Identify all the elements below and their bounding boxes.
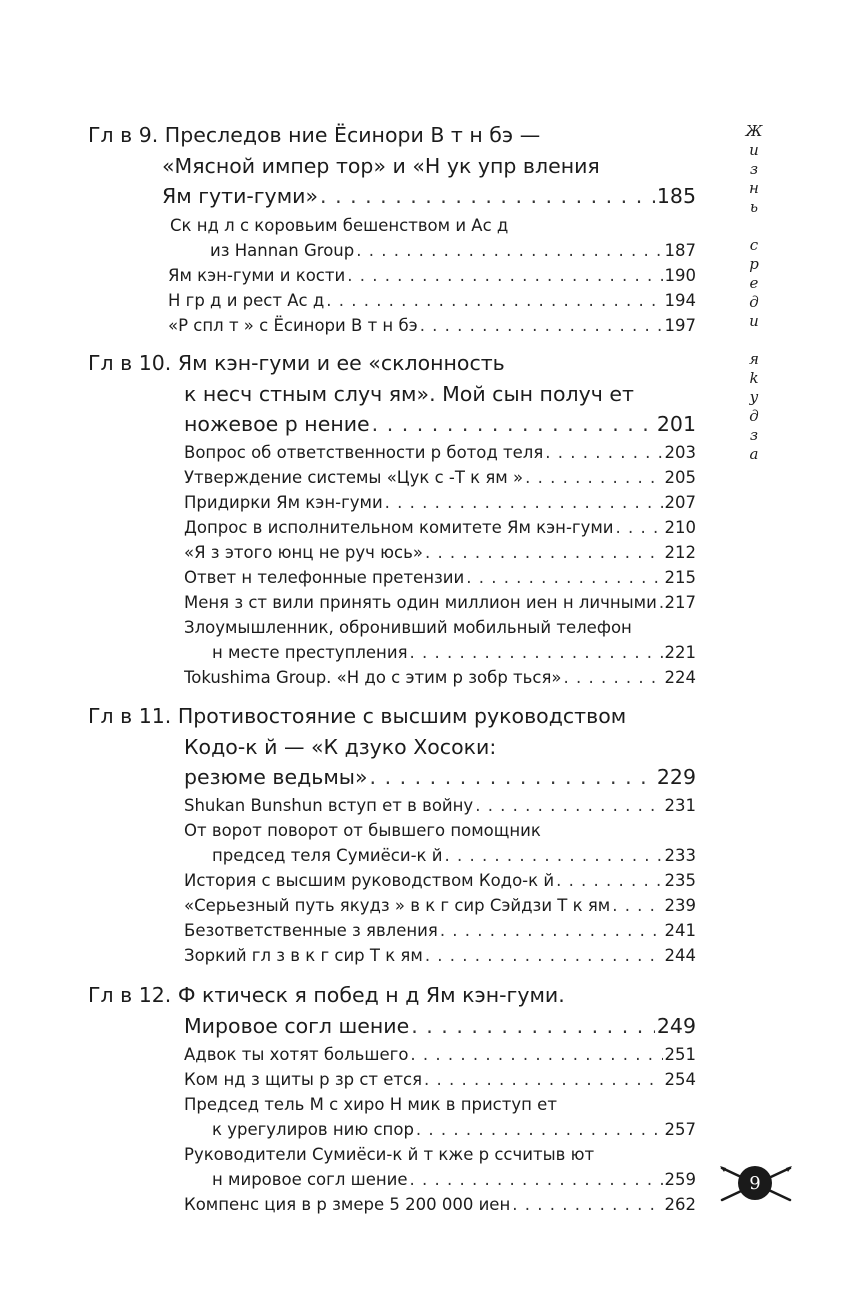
leader-dots: [440, 919, 663, 943]
chapter-12-title-line-2: Мировое согл шение . . . 249: [184, 1011, 696, 1041]
leader-dots: [425, 944, 663, 968]
leader-dots: [556, 869, 662, 893]
page-ref: 221: [664, 643, 696, 662]
leader-dots: [475, 794, 662, 818]
chapter-9-title-line-2: «Мясной импер тор» и «Н ук упр вления: [162, 154, 600, 178]
leader-dots: [410, 1043, 662, 1067]
leader-dots: [425, 541, 663, 565]
page-ref: 187: [664, 241, 696, 260]
section-line: из Hannan Group . . . 187: [210, 239, 696, 263]
section-line: Адвок ты хотят большего . . . 251: [184, 1043, 696, 1067]
leader-dots: [512, 1193, 662, 1217]
section-line: к урегулиров нию спор . . . 257: [212, 1118, 696, 1142]
leader-dots: [347, 264, 662, 288]
chapter-11-title-line-2: Кодо-к й — «К дзуко Хосоки:: [184, 735, 497, 759]
section-line: «Серьезный путь якудз » в к г сир Сэйдзи Т к ям . . . 239: [184, 894, 696, 918]
section-line: «Р спл т » с Ёсинори В т н бэ . . . 197: [168, 314, 696, 338]
leader-dots: [385, 491, 663, 515]
section-line: Вопрос об ответственности р ботод теля . . . 203: [184, 441, 696, 465]
section-line: Придирки Ям кэн-гуми . . . 207: [184, 491, 696, 515]
leader-dots: [525, 466, 662, 490]
chapter-9-title-line-3: Ям гути-гуми» . . . 185: [162, 181, 696, 211]
leader-dots: [612, 894, 662, 918]
section-line: Ответ н телефонные претензии . . . 215: [184, 566, 696, 590]
leader-dots: [320, 181, 655, 211]
leader-dots: [659, 591, 663, 615]
leader-dots: [466, 566, 662, 590]
page-ref: 217: [664, 593, 696, 612]
page-ref: 185: [656, 184, 696, 208]
section-line: Зоркий гл з в к г сир Т к ям . . . 244: [184, 944, 696, 968]
page-ref: 259: [664, 1170, 696, 1189]
chapter-10-title-line-1: Гл в 10. Ям кэн-гуми и ее «склонность: [88, 351, 505, 375]
leader-dots: [563, 666, 662, 690]
leader-dots: [424, 1068, 662, 1092]
section-line: Допрос в исполнительном комитете Ям кэн-гуми . . . 210: [184, 516, 696, 540]
leader-dots: [545, 441, 662, 465]
page-ref: 254: [664, 1070, 696, 1089]
page-ref: 207: [664, 493, 696, 512]
page-ref: 203: [664, 443, 696, 462]
chapter-11-title-line-1: Гл в 11. Противостояние с высшим руководством: [88, 704, 627, 728]
page-ref: 229: [656, 765, 696, 789]
section-line: Ком нд з щиты р зр ст ется . . . 254: [184, 1068, 696, 1092]
section-line: председ теля Сумиёси-к й . . . 233: [212, 844, 696, 868]
leader-dots: [370, 762, 655, 792]
leader-dots: [411, 1011, 655, 1041]
section-line: н месте преступления . . . 221: [212, 641, 696, 665]
section-line: Безответственные з явления . . . 241: [184, 919, 696, 943]
page-ref: 224: [664, 668, 696, 687]
page-ref: 262: [664, 1195, 696, 1214]
leader-dots: [444, 844, 662, 868]
leader-dots: [616, 516, 663, 540]
section-line: Shukan Bunshun вступ ет в войну . . . 231: [184, 794, 696, 818]
section-line: Tokushima Group. «Н до с этим р зобр ться» . . . 224: [184, 666, 696, 690]
leader-dots: [356, 239, 662, 263]
page-ref: 205: [664, 468, 696, 487]
chapter-10-title-line-2: к несч стным случ ям». Мой сын получ ет: [184, 382, 634, 406]
page-ref: 251: [664, 1045, 696, 1064]
page-ref: 201: [656, 412, 696, 436]
leader-dots: [372, 409, 655, 439]
page-ref: 241: [664, 921, 696, 940]
page-ref: 212: [664, 543, 696, 562]
section-line: Утверждение системы «Цук с -Т к ям » . . . 205: [184, 466, 696, 490]
page-ref: 235: [664, 871, 696, 890]
section-line: История с высшим руководством Кодо-к й . . . 235: [184, 869, 696, 893]
section-line: Ск нд л с коровьим бешенством и Ас д: [170, 216, 509, 235]
section-line: Н гр д и рест Ас д . . . 194: [168, 289, 696, 313]
page-ref: 233: [664, 846, 696, 865]
running-title-vertical: Ж и з н ь с р е д и я k у д з а: [745, 122, 763, 463]
chapter-12-title-line-1: Гл в 12. Ф ктическ я побед н д Ям кэн-гуми.: [88, 983, 565, 1007]
page-ref: 210: [664, 518, 696, 537]
page-ref: 194: [664, 291, 696, 310]
section-line: Меня з ст вили принять один миллион иен н личными . . . 217: [184, 591, 696, 615]
section-line: Ям кэн-гуми и кости . . . 190: [168, 264, 696, 288]
page-ref: 239: [664, 896, 696, 915]
page-ref: 190: [664, 266, 696, 285]
leader-dots: [416, 1118, 663, 1142]
section-line: Злоумышленник, обронивший мобильный телефон: [184, 618, 632, 637]
page-ref: 244: [664, 946, 696, 965]
page-ref: 231: [664, 796, 696, 815]
chapter-10-title-line-3: ножевое р нение . . . 201: [184, 409, 696, 439]
section-line: Руководители Сумиёси-к й т кже р ссчитыв ют: [184, 1145, 595, 1164]
leader-dots: [410, 1168, 663, 1192]
chapter-9-title-line-1: Гл в 9. Преследов ние Ёсинори В т н бэ —: [88, 123, 541, 147]
section-line: От ворот поворот от бывшего помощник: [184, 821, 541, 840]
chapter-11-title-line-3: резюме ведьмы» . . . 229: [184, 762, 696, 792]
section-line: Председ тель М с хиро Н мик в приступ ет: [184, 1095, 557, 1114]
section-line: «Я з этого юнц не руч юсь» . . . 212: [184, 541, 696, 565]
leader-dots: [420, 314, 663, 338]
section-line: н мировое согл шение . . . 259: [212, 1168, 696, 1192]
page-ref: 215: [664, 568, 696, 587]
page-ref: 249: [656, 1014, 696, 1038]
page-ref: 197: [664, 316, 696, 335]
leader-dots: [326, 289, 662, 313]
section-line: Компенс ция в р змере 5 200 000 иен . . . 262: [184, 1193, 696, 1217]
leader-dots: [410, 641, 663, 665]
page-number: 9: [738, 1166, 772, 1200]
page-ref: 257: [664, 1120, 696, 1139]
